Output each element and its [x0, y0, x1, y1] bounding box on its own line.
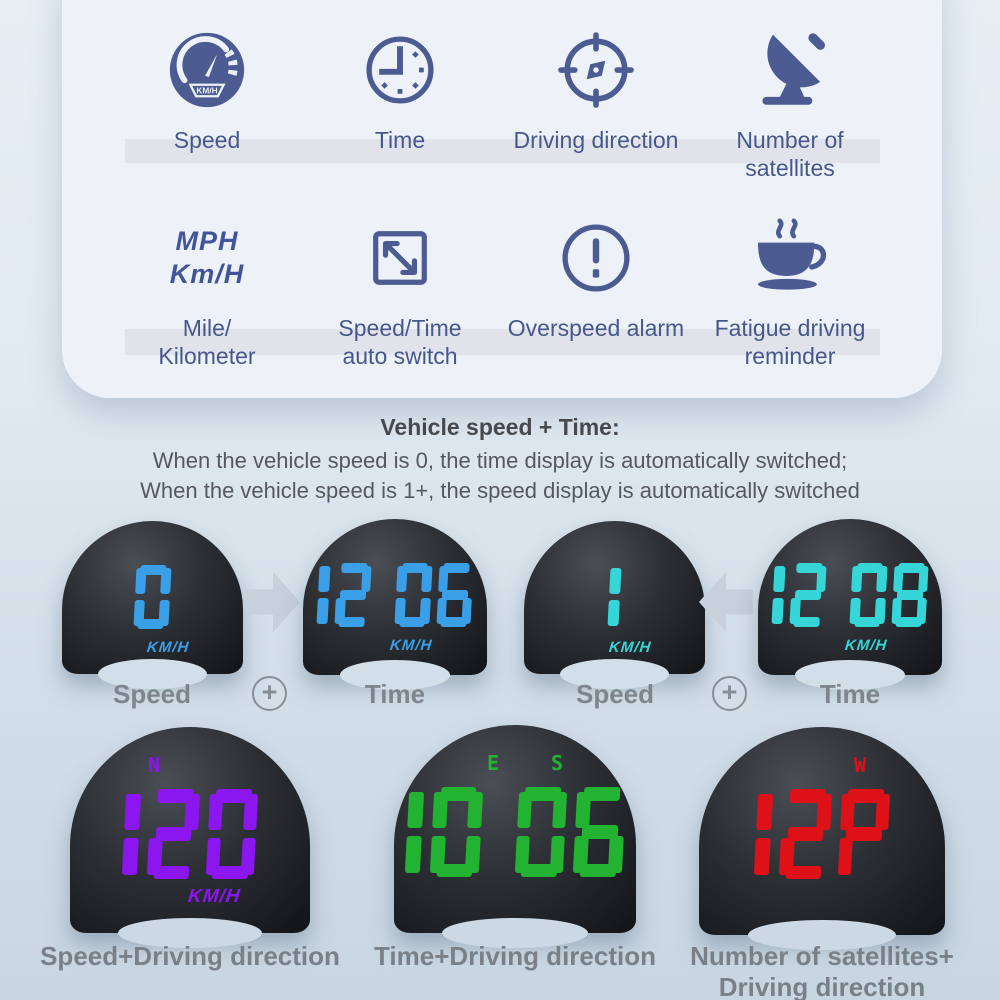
- clock-icon: [362, 26, 438, 114]
- speedometer-unit-text: KM/H: [196, 85, 218, 96]
- hud-caption: Time: [364, 679, 426, 709]
- hud-caption: Time+Driving direction: [374, 941, 656, 971]
- seven-segment-display: [134, 565, 172, 629]
- hud-unit-label: KM/H: [186, 886, 242, 907]
- hud-screen: [699, 727, 945, 935]
- feature-auto-switch: [300, 214, 500, 370]
- auto-switch-icon: [363, 214, 437, 302]
- plus-icon: +: [712, 676, 747, 711]
- feature-label: Time: [374, 127, 426, 153]
- hud-caption: Speed+Driving direction: [40, 941, 340, 971]
- hud-device-speed-0: [62, 521, 243, 674]
- seven-segment-display: [316, 563, 474, 627]
- compass-letters: E S: [486, 751, 564, 775]
- feature-mile-kilometer: [107, 214, 307, 370]
- hud-screen: [70, 727, 310, 933]
- coffee-cup-icon: [749, 214, 831, 302]
- hud-device-speed-direction: [70, 727, 310, 933]
- description-title: Vehicle speed + Time:: [380, 414, 620, 440]
- feature-label: Mile/ Kilometer: [158, 315, 256, 369]
- hud-unit-label: KM/H: [146, 639, 191, 656]
- seven-segment-display: [771, 563, 929, 627]
- hud-caption: Number of satellites+ Driving direction: [690, 941, 954, 1000]
- arrow-right-icon: [246, 569, 300, 635]
- feature-overspeed-alarm: [496, 214, 696, 342]
- feature-driving-direction: [496, 26, 696, 154]
- feature-label: Number of satellites: [736, 127, 844, 181]
- seven-segment-display: [122, 789, 259, 879]
- description-block: [0, 414, 1000, 506]
- feature-time: [300, 26, 500, 154]
- compass-letter: W: [853, 753, 867, 777]
- satellite-dish-icon: [748, 26, 832, 114]
- speedometer-icon: [166, 26, 248, 114]
- hud-caption: Speed: [575, 679, 655, 709]
- hud-caption: Time: [819, 679, 881, 709]
- feature-fatigue-reminder: [690, 214, 890, 370]
- units-text-icon: [170, 214, 245, 302]
- feature-label: Driving direction: [513, 127, 679, 153]
- compass-icon: [556, 26, 636, 114]
- overspeed-alarm-icon: [558, 214, 634, 302]
- hud-device-speed-1: [524, 521, 705, 674]
- units-line-kmh: Km/H: [169, 259, 245, 289]
- arrow-left-icon: [699, 569, 753, 635]
- hud-device-time-1208: [758, 519, 942, 675]
- hud-unit-label: KM/H: [608, 639, 653, 656]
- feature-label: Fatigue driving reminder: [714, 315, 866, 369]
- feature-label: Overspeed alarm: [507, 315, 685, 341]
- plus-icon: +: [252, 676, 287, 711]
- hud-screen: [524, 521, 705, 674]
- hud-device-satellites-direction: [699, 727, 945, 935]
- hud-unit-label: KM/H: [388, 637, 434, 654]
- seven-segment-display: [607, 565, 621, 629]
- feature-speed: [107, 26, 307, 154]
- seven-segment-display: [404, 787, 626, 877]
- description-line-1: When the vehicle speed is 0, the time display is automatically switched;: [152, 448, 848, 473]
- compass-letter: N: [147, 753, 161, 777]
- hud-screen: [758, 519, 942, 675]
- hud-caption: Speed: [112, 679, 192, 709]
- seven-segment-display: [754, 789, 891, 879]
- hud-device-time-direction: [394, 725, 636, 933]
- hud-screen: [303, 519, 487, 675]
- hud-screen: [394, 725, 636, 933]
- hud-unit-label: KM/H: [843, 637, 889, 654]
- description-line-2: When the vehicle speed is 1+, the speed display is automatically switched: [140, 478, 860, 503]
- feature-number-of-satellites: [690, 26, 890, 182]
- feature-label: Speed: [173, 127, 241, 153]
- hud-device-time-1206: [303, 519, 487, 675]
- hud-screen: [62, 521, 243, 674]
- feature-label: Speed/Time auto switch: [338, 315, 462, 369]
- units-line-mph: MPH: [175, 226, 239, 256]
